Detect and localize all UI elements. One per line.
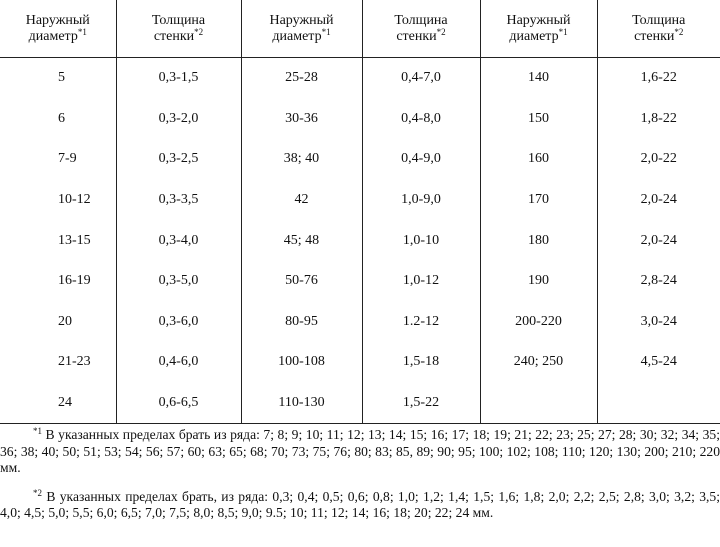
- column-header-footnote-mark: *2: [674, 26, 684, 37]
- table-cell: 0,4-8,0: [362, 99, 480, 140]
- table-cell: 1,0-12: [362, 261, 480, 302]
- column-header-line1: Наружный: [269, 12, 334, 28]
- table-cell: 20: [58, 313, 72, 329]
- table-cell: 0,3-2,0: [116, 99, 241, 140]
- table-row: [0, 342, 720, 383]
- column-header-line1: Толщина: [394, 12, 448, 28]
- table-cell: 42: [241, 180, 362, 221]
- column-header-line2: диаметр: [272, 28, 322, 44]
- table-cell: 1,0-10: [362, 220, 480, 261]
- table-row: [0, 220, 720, 261]
- table-cell: [597, 383, 720, 424]
- table-cell: 10-12: [58, 192, 91, 208]
- column-header-line2: стенки: [396, 28, 437, 44]
- table-cell: 0,3-3,5: [116, 180, 241, 221]
- table-row: [0, 302, 720, 343]
- table-cell: 25-28: [241, 58, 362, 99]
- table-cell: 13-15: [58, 232, 91, 248]
- table-cell: 1,0-9,0: [362, 180, 480, 221]
- footnote-2: [0, 489, 720, 522]
- column-header-5: [597, 0, 720, 58]
- footnote-1: [0, 427, 720, 477]
- table-cell: 160: [480, 139, 597, 180]
- column-header-line2: диаметр: [509, 28, 559, 44]
- table-cell: 0,3-4,0: [116, 220, 241, 261]
- table-row: [0, 180, 720, 221]
- column-header-line1: Наружный: [25, 12, 90, 28]
- table-row: [0, 58, 720, 99]
- table-cell: 1,5-18: [362, 342, 480, 383]
- column-header-1: [116, 0, 241, 58]
- table-cell: 0,4-7,0: [362, 58, 480, 99]
- table-row: [0, 99, 720, 140]
- table-cell: 200-220: [480, 302, 597, 343]
- table-cell: 100-108: [241, 342, 362, 383]
- table-row: [0, 261, 720, 302]
- table-cell: 1,6-22: [597, 58, 720, 99]
- table-cell: 0,3-5,0: [116, 261, 241, 302]
- table-cell: 4,5-24: [597, 342, 720, 383]
- column-header-3: [362, 0, 480, 58]
- footnote-2-mark: *2: [33, 487, 42, 498]
- column-header-line1: Наружный: [506, 12, 571, 28]
- table-cell: 1,5-22: [362, 383, 480, 424]
- column-header-line2: стенки: [634, 28, 675, 44]
- table-cell: 7-9: [58, 151, 77, 167]
- table-row: [0, 139, 720, 180]
- table-cell: 240; 250: [480, 342, 597, 383]
- column-header-footnote-mark: *2: [436, 26, 446, 37]
- table-cell: 0,4-6,0: [116, 342, 241, 383]
- table-body: [0, 58, 720, 424]
- column-header-footnote-mark: *1: [321, 26, 331, 37]
- column-header-line1: Толщина: [632, 12, 686, 28]
- table-cell: 80-95: [241, 302, 362, 343]
- table-row: [0, 383, 720, 424]
- table-cell: 0,6-6,5: [116, 383, 241, 424]
- column-header-line1: Толщина: [151, 12, 206, 28]
- table-cell: 0,4-9,0: [362, 139, 480, 180]
- table-cell: 16-19: [58, 273, 91, 289]
- column-header-footnote-mark: *1: [558, 26, 568, 37]
- column-header-line2: стенки: [153, 28, 195, 44]
- column-header-0: [0, 0, 116, 58]
- footnote-2-text: В указанных пределах брать, из ряда: 0,3; 0,4; 0,5; 0,6; 0,8; 1,0; 1,2; 1,4; 1,5; 1,6; 1,8; 2,0; 2,2; 2,5; 2,8; 3,0; 3,2; 3,5; 4,0; 4,5; 5,0; 5,5; 6,0; 6,5; 7,0; 7,5; 8,0; 8,5; 9,0; 9.5; 10; 11; 12; 14; 16; 18; 20; 22; 24 мм.: [0, 488, 720, 520]
- table-cell: 0,3-1,5: [116, 58, 241, 99]
- table-cell: 24: [0, 383, 116, 424]
- table-cell: 150: [480, 99, 597, 140]
- table-cell: 110-130: [241, 383, 362, 424]
- footnote-1-mark: *1: [33, 426, 42, 436]
- column-header-4: [480, 0, 597, 58]
- table-cell: 1,8-22: [597, 99, 720, 140]
- table-cell: 2,0-24: [597, 180, 720, 221]
- table-cell: 140: [480, 58, 597, 99]
- table-cell: 0,3-6,0: [116, 302, 241, 343]
- table-cell: 2,8-24: [597, 261, 720, 302]
- table-cell: 0,3-2,5: [116, 139, 241, 180]
- column-header-footnote-mark: *1: [77, 26, 87, 37]
- table-cell: [480, 383, 597, 424]
- table-cell: 45; 48: [241, 220, 362, 261]
- table-cell: 1.2-12: [362, 302, 480, 343]
- table-cell: 3,0-24: [597, 302, 720, 343]
- column-header-footnote-mark: *2: [194, 26, 204, 37]
- column-header-line2: диаметр: [28, 28, 78, 44]
- table-cell: 21-23: [58, 354, 91, 370]
- table-cell: 30-36: [241, 99, 362, 140]
- column-header-2: [241, 0, 362, 58]
- table-cell: 170: [480, 180, 597, 221]
- table-cell: 38; 40: [241, 139, 362, 180]
- footnotes: [0, 427, 720, 522]
- table-cell: 2,0-24: [597, 220, 720, 261]
- table-cell: 190: [480, 261, 597, 302]
- table-header-row: [0, 0, 720, 58]
- footnote-1-text: В указанных пределах брать из ряда: 7; 8; 9; 10; 11; 12; 13; 14; 15; 16; 17; 18; 19; 21; 22; 23; 25; 27; 28; 30; 32; 34; 35; 36; 38; 40; 50; 51; 53; 54; 56; 57; 60; 63; 65; 68; 70; 73; 75; 76; 80; 83; 85, 89; 90; 95; 100; 102; 108; 110; 120; 130; 200; 210; 220 мм.: [0, 427, 720, 475]
- table-cell: 5: [58, 70, 65, 86]
- table-cell: 2,0-22: [597, 139, 720, 180]
- table-cell: 6: [58, 110, 65, 126]
- table-cell: 180: [480, 220, 597, 261]
- table-cell: 50-76: [241, 261, 362, 302]
